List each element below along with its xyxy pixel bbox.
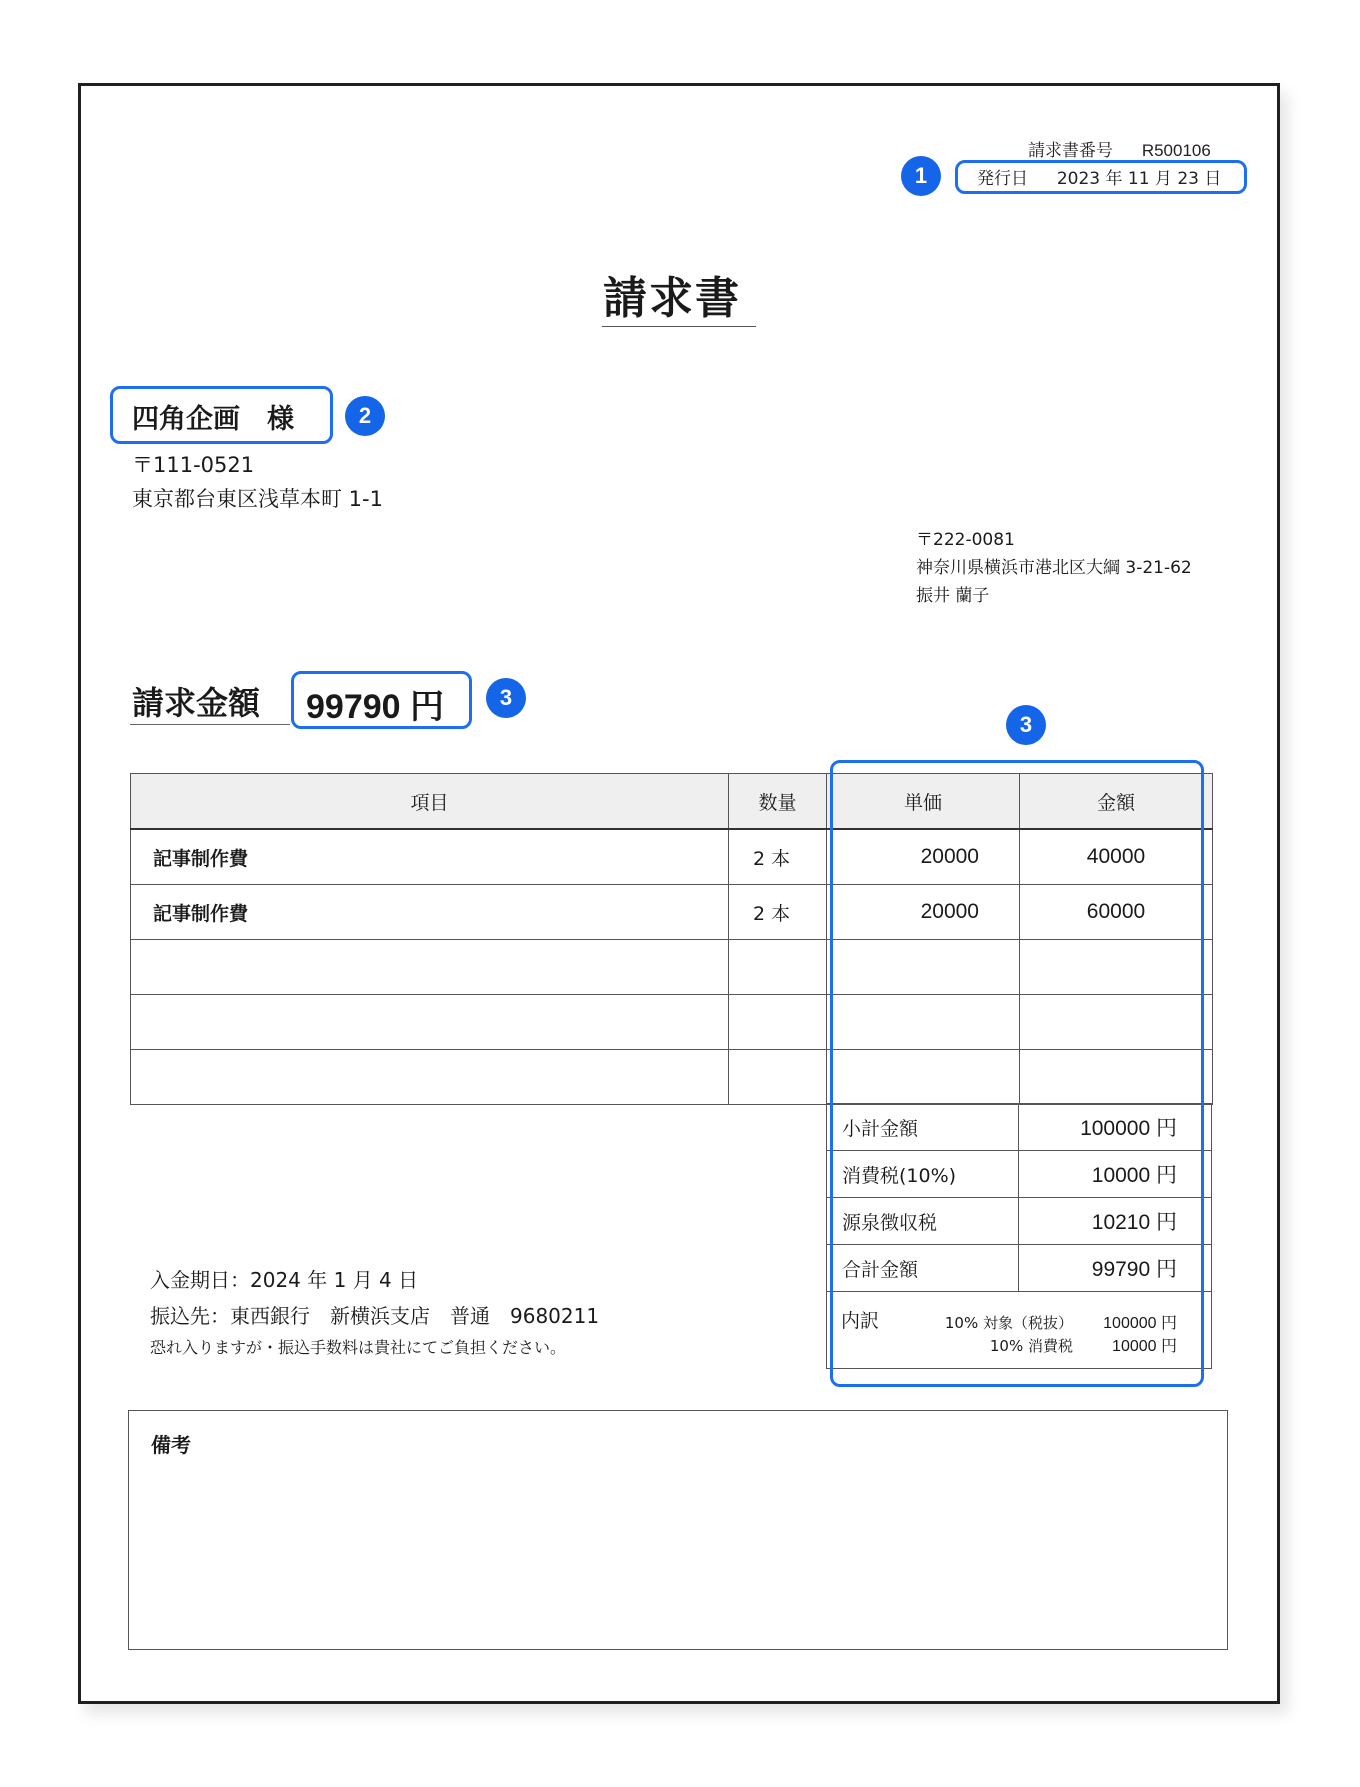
annotation-badge-1: 1 (901, 156, 941, 196)
billing-amount-value: 99790 円 (306, 688, 444, 726)
sender-block (916, 526, 1192, 610)
total-label: 合計金額 (827, 1245, 1019, 1292)
header-unit-price: 単価 (827, 774, 1020, 830)
breakdown-desc: 10% 対象（税抜） (944, 1314, 1073, 1332)
subtotal-value: 100000 円 (1019, 1104, 1212, 1151)
tax-value: 10000 円 (1019, 1151, 1212, 1198)
cell-item (131, 940, 729, 995)
cell-amount: 40000 (1020, 829, 1213, 885)
payment-bank: 振込先：東西銀行 新横浜支店 普通 9680211 (150, 1304, 600, 1328)
annotation-badge-2: 2 (345, 396, 385, 436)
sender-address: 神奈川県横浜市港北区大綱 3-21-62 (916, 558, 1192, 578)
invoice-number-label: 請求書番号 (1028, 141, 1113, 161)
invoice-number-value: R500106 (1141, 141, 1211, 160)
client-address: 東京都台東区浅草本町 1-1 (132, 487, 383, 511)
payment-fee-note: 恐れ入りますが・振込手数料は貴社にてご負担ください。 (150, 1338, 567, 1357)
cell-unit-price: 20000 (827, 829, 1020, 885)
invoice-number (1028, 136, 1211, 161)
cell-item (131, 1050, 729, 1105)
issue-date (977, 164, 1221, 189)
client-address-block (132, 448, 383, 516)
remarks-content[interactable] (151, 1467, 1205, 1631)
subtotal-label: 小計金額 (827, 1104, 1019, 1151)
cell-item: 記事制作費 (131, 829, 729, 885)
header-item: 項目 (131, 774, 729, 830)
cell-quantity (729, 940, 827, 995)
cell-quantity: 2 本 (729, 885, 827, 940)
withholding-label: 源泉徴収税 (827, 1198, 1019, 1245)
cell-quantity (729, 1050, 827, 1105)
sender-postal-code: 〒222-0081 (916, 530, 1015, 550)
payment-due-date: 入金期日：2024 年 1 月 4 日 (150, 1268, 419, 1292)
issue-date-value: 2023 年 11 月 23 日 (1056, 169, 1222, 189)
remarks-label: 備考 (151, 1433, 191, 1457)
billing-amount-underline (130, 724, 290, 725)
tax-label: 消費税(10%) (827, 1151, 1019, 1198)
total-value: 99790 円 (1019, 1245, 1212, 1292)
annotation-badge-3-amount: 3 (486, 678, 526, 718)
cell-amount: 60000 (1020, 885, 1213, 940)
cell-quantity: 2 本 (729, 829, 827, 885)
header-amount: 金額 (1020, 774, 1213, 830)
remarks-box[interactable] (128, 1410, 1228, 1650)
breakdown-desc: 10% 消費税 (989, 1337, 1073, 1355)
breakdown-amount: 10000 円 (1112, 1338, 1177, 1355)
withholding-value: 10210 円 (1019, 1198, 1212, 1245)
breakdown-label: 内訳 (841, 1310, 880, 1332)
client-postal-code: 〒111-0521 (132, 453, 255, 477)
cell-unit-price: 20000 (827, 885, 1020, 940)
sender-name: 振井 蘭子 (916, 586, 990, 606)
page-title: 請求書 (603, 273, 741, 324)
cell-item: 記事制作費 (131, 885, 729, 940)
price-columns-highlight (830, 760, 1204, 1387)
header-quantity: 数量 (729, 774, 827, 830)
cell-quantity (729, 995, 827, 1050)
cell-item (131, 995, 729, 1050)
title-underline (602, 326, 756, 327)
annotation-badge-3-table: 3 (1006, 705, 1046, 745)
billing-amount-label: 請求金額 (132, 684, 261, 722)
client-name: 四角企画 様 (132, 404, 294, 435)
breakdown-amount: 100000 円 (1103, 1315, 1177, 1332)
issue-date-label: 発行日 (977, 169, 1028, 189)
